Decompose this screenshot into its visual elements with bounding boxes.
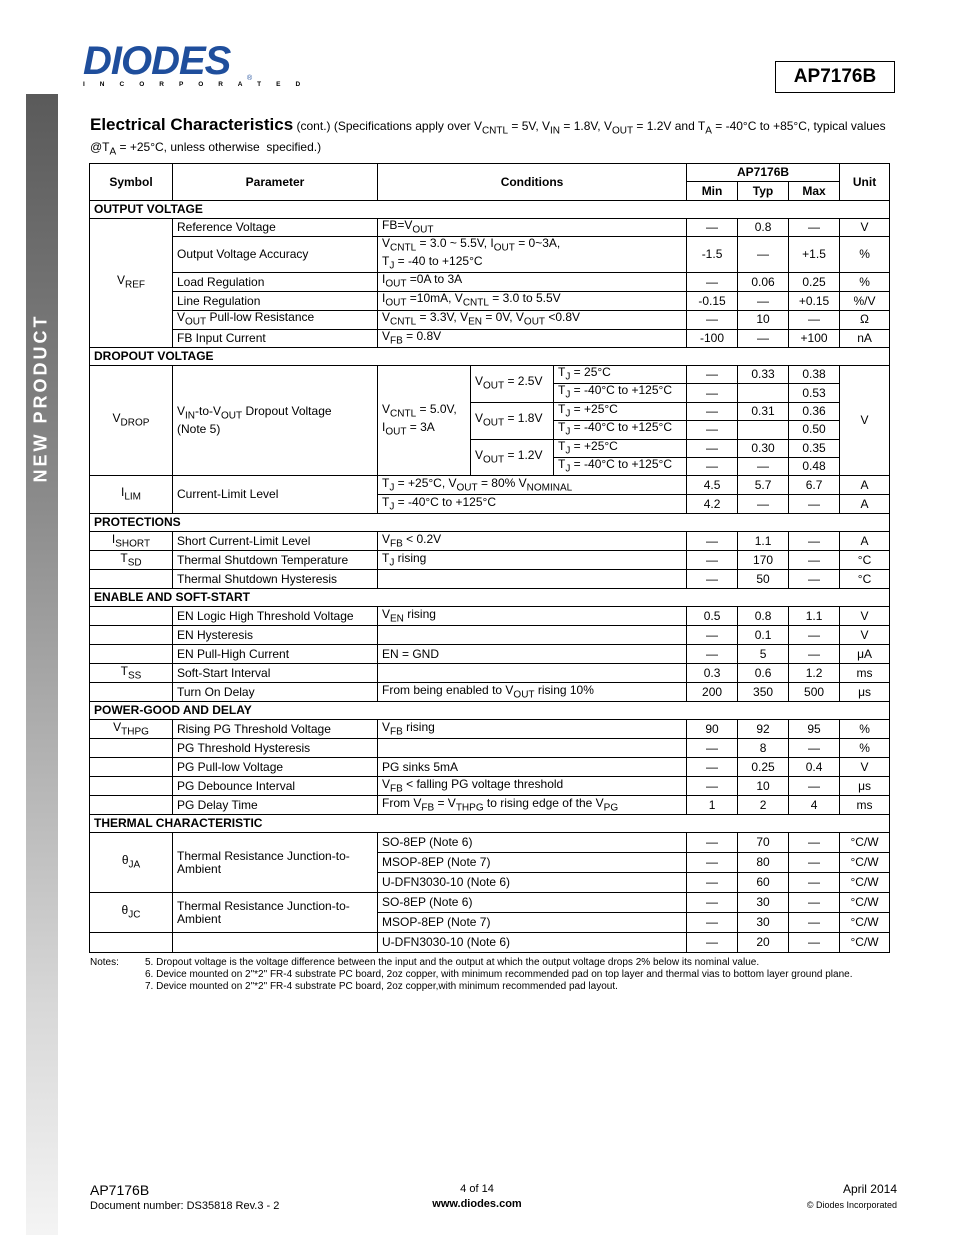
heading-title: Electrical Characteristics — [90, 115, 294, 134]
section-header: PROTECTIONS — [90, 514, 890, 532]
unit-cell: A — [840, 532, 890, 551]
table-row — [90, 551, 890, 570]
heading-spec: (Specifications apply over $V_{CNTL} = 5V$, $V_{IN} = 1.8V$, $V_{OUT} = 1.2V$ and $T_A = -40^\circ C$ to +85°C, typical values $@T_A = +25^\circ C$, unless otherwise specified.) — [90, 119, 886, 158]
min-cell: — — [687, 758, 738, 777]
min-cell: — — [687, 219, 738, 237]
symbol-cell — [90, 933, 173, 953]
min-cell: — — [687, 833, 738, 853]
footer-copyright: © Diodes Incorporated — [806, 1200, 897, 1210]
symbol-cell: $T_{SS}$ — [90, 664, 173, 683]
symbol-cell — [90, 607, 173, 626]
typ-cell: — — [738, 329, 789, 347]
table-row — [90, 777, 890, 796]
header-part-group: AP7176B — [687, 164, 840, 182]
min-cell: — — [687, 933, 738, 953]
symbol-cell — [90, 758, 173, 777]
min-cell: — — [687, 777, 738, 796]
min-cell: — — [687, 311, 738, 329]
symbol-cell: $V_{REF}$ — [90, 219, 173, 348]
max-cell: — — [789, 833, 840, 853]
typ-cell: 350 — [738, 683, 789, 702]
unit-cell: nA — [840, 329, 890, 347]
table-row — [90, 607, 890, 626]
section-row — [90, 347, 890, 365]
condition-cell — [378, 570, 687, 589]
table-row — [90, 273, 890, 292]
condition-cell: $T_J$ rising — [378, 551, 687, 570]
unit-cell: V — [840, 607, 890, 626]
typ-cell: 0.30 — [738, 439, 789, 457]
page-number: 4 of 14 — [460, 1183, 494, 1195]
header-row — [90, 164, 890, 182]
max-cell: — — [789, 219, 840, 237]
max-cell: 0.4 — [789, 758, 840, 777]
table-row — [90, 237, 890, 273]
max-cell: — — [789, 777, 840, 796]
min-cell: — — [687, 873, 738, 893]
max-cell: — — [789, 933, 840, 953]
condition-cell: $V_{FB} < 0.2V$ — [378, 532, 687, 551]
parameter-cell — [173, 933, 378, 953]
tj-condition-cell: $T_J = +25^\circ C$ — [554, 402, 687, 420]
parameter-cell: Thermal Shutdown Temperature — [173, 551, 378, 570]
condition-cell: SO-8EP (Note 6) — [378, 833, 687, 853]
typ-cell: 1.1 — [738, 532, 789, 551]
min-cell: — — [687, 739, 738, 758]
registered-mark: ® — [247, 75, 253, 82]
tj-condition-cell: $T_J = 25^\circ C$ — [554, 365, 687, 383]
unit-cell: ms — [840, 796, 890, 815]
min-cell: — — [687, 421, 738, 439]
table-row — [90, 292, 890, 311]
table-row — [90, 833, 890, 853]
typ-cell: 10 — [738, 311, 789, 329]
unit-cell: % — [840, 739, 890, 758]
electrical-characteristics-table — [89, 163, 890, 953]
table-row — [90, 311, 890, 329]
max-cell: 1.2 — [789, 664, 840, 683]
table-row — [90, 476, 890, 495]
symbol-cell — [90, 570, 173, 589]
max-cell: — — [789, 893, 840, 913]
logo-subtext: I N C O R P O R A T E D — [83, 81, 307, 88]
condition-cell: $V_{CNTL} = 3.0$ ~ 5.5V, $I_{OUT}$ = 0~3A, $T_J = -40$ to +125°C — [378, 237, 687, 273]
table-row — [90, 893, 890, 913]
parameter-cell: PG Pull-low Voltage — [173, 758, 378, 777]
unit-cell: μs — [840, 683, 890, 702]
parameter-cell: Turn On Delay — [173, 683, 378, 702]
parameter-cell: Current-Limit Level — [173, 476, 378, 514]
max-cell: — — [789, 551, 840, 570]
unit-cell: A — [840, 476, 890, 495]
symbol-cell: $\theta_{JA}$ — [90, 833, 173, 893]
symbol-cell: $V_{DROP}$ — [90, 365, 173, 475]
unit-cell: °C — [840, 551, 890, 570]
table-row — [90, 933, 890, 953]
symbol-cell — [90, 683, 173, 702]
typ-cell: 2 — [738, 796, 789, 815]
condition-cell: $T_J = -40^\circ C$ to +125°C — [378, 495, 687, 514]
unit-cell: μs — [840, 777, 890, 796]
typ-cell: 10 — [738, 777, 789, 796]
parameter-cell: PG Threshold Hysteresis — [173, 739, 378, 758]
max-cell: — — [789, 873, 840, 893]
condition-cell: PG sinks 5mA — [378, 758, 687, 777]
typ-cell: 30 — [738, 893, 789, 913]
symbol-cell — [90, 739, 173, 758]
tj-condition-cell: $T_J = -40^\circ C$ to +125°C — [554, 457, 687, 475]
unit-cell: °C/W — [840, 833, 890, 853]
unit-cell: % — [840, 273, 890, 292]
typ-cell: — — [738, 237, 789, 273]
symbol-cell: $I_{LIM}$ — [90, 476, 173, 514]
max-cell: +0.15 — [789, 292, 840, 311]
parameter-cell: PG Delay Time — [173, 796, 378, 815]
unit-cell: °C/W — [840, 873, 890, 893]
header-unit: Unit — [840, 164, 890, 201]
unit-cell: °C/W — [840, 913, 890, 933]
section-row — [90, 815, 890, 833]
typ-cell — [738, 384, 789, 402]
section-header: ENABLE AND SOFT-START — [90, 589, 890, 607]
footer-date: April 2014 — [842, 1182, 897, 1196]
condition-cell: $V_{FB}$ < falling PG voltage threshold — [378, 777, 687, 796]
max-cell: — — [789, 532, 840, 551]
typ-cell: 0.8 — [738, 607, 789, 626]
condition-cell — [378, 739, 687, 758]
unit-cell: °C/W — [840, 893, 890, 913]
header-symbol: Symbol — [90, 164, 173, 201]
condition-cell: From $V_{FB} = V_{THPG}$ to rising edge of the $V_{PG}$ — [378, 796, 687, 815]
vout-condition-cell: $V_{OUT} = 1.8V$ — [471, 402, 554, 439]
condition-cell: $I_{OUT} =0A$ to 3A — [378, 273, 687, 292]
typ-cell: 5 — [738, 645, 789, 664]
footer-document-number: Document number: DS35818 Rev.3 - 2 — [90, 1200, 280, 1212]
parameter-cell: Line Regulation — [173, 292, 378, 311]
max-cell: 0.35 — [789, 439, 840, 457]
min-cell: — — [687, 853, 738, 873]
unit-cell: °C/W — [840, 853, 890, 873]
condition-cell: SO-8EP (Note 6) — [378, 893, 687, 913]
notes-label: Notes: — [90, 957, 119, 968]
condition-cell — [378, 626, 687, 645]
table-row — [90, 645, 890, 664]
condition-cell: MSOP-8EP (Note 7) — [378, 913, 687, 933]
header-parameter: Parameter — [173, 164, 378, 201]
vout-condition-cell: $V_{OUT} = 2.5V$ — [471, 365, 554, 402]
min-cell: -100 — [687, 329, 738, 347]
min-cell: — — [687, 402, 738, 420]
max-cell: — — [789, 626, 840, 645]
max-cell: — — [789, 739, 840, 758]
section-row — [90, 702, 890, 720]
table-row — [90, 532, 890, 551]
typ-cell: 5.7 — [738, 476, 789, 495]
parameter-cell: Output Voltage Accuracy — [173, 237, 378, 273]
parameter-cell: Rising PG Threshold Voltage — [173, 720, 378, 739]
typ-cell: — — [738, 495, 789, 514]
max-cell: — — [789, 913, 840, 933]
unit-cell: % — [840, 237, 890, 273]
min-cell: 0.5 — [687, 607, 738, 626]
min-cell: — — [687, 913, 738, 933]
typ-cell: — — [738, 457, 789, 475]
table-row — [90, 758, 890, 777]
min-cell: — — [687, 439, 738, 457]
max-cell: 0.48 — [789, 457, 840, 475]
section-row — [90, 589, 890, 607]
condition-cell: $V_{FB}$ rising — [378, 720, 687, 739]
max-cell: — — [789, 495, 840, 514]
condition-cell: $V_{CNTL} = 3.3V$, $V_{EN} = 0V$, $V_{OUT} <0.8V$ — [378, 311, 687, 329]
min-cell: — — [687, 532, 738, 551]
header-typ: Typ — [738, 182, 789, 201]
min-cell: -0.15 — [687, 292, 738, 311]
unit-cell: ms — [840, 664, 890, 683]
parameter-cell: Thermal Shutdown Hysteresis — [173, 570, 378, 589]
table-row — [90, 796, 890, 815]
typ-cell: 80 — [738, 853, 789, 873]
unit-cell: V — [840, 758, 890, 777]
tj-condition-cell: $T_J = -40^\circ C$ to +125°C — [554, 421, 687, 439]
min-cell: 1 — [687, 796, 738, 815]
condition-cell: $V_{FB} = 0.8V$ — [378, 329, 687, 347]
parameter-cell: FB Input Current — [173, 329, 378, 347]
typ-cell: 8 — [738, 739, 789, 758]
parameter-cell: Thermal Resistance Junction-to-Ambient — [173, 833, 378, 893]
min-cell: — — [687, 457, 738, 475]
max-cell: +100 — [789, 329, 840, 347]
parameter-cell: PG Debounce Interval — [173, 777, 378, 796]
footer-right — [807, 1182, 897, 1210]
parameter-cell: Thermal Resistance Junction-to-Ambient — [173, 893, 378, 933]
header-min: Min — [687, 182, 738, 201]
section-header: DROPOUT VOLTAGE — [90, 347, 890, 365]
table-row — [90, 683, 890, 702]
vout-condition-cell: $V_{OUT} = 1.2V$ — [471, 439, 554, 476]
max-cell: 0.53 — [789, 384, 840, 402]
min-cell: 4.2 — [687, 495, 738, 514]
section-header: OUTPUT VOLTAGE — [90, 201, 890, 219]
typ-cell: 0.1 — [738, 626, 789, 645]
table-row — [90, 664, 890, 683]
typ-cell: 60 — [738, 873, 789, 893]
parameter-cell: EN Pull-High Current — [173, 645, 378, 664]
table-row — [90, 329, 890, 347]
condition-cell: $V_{CNTL} = 5.0V$, $I_{OUT} = 3A$ — [378, 365, 471, 475]
tj-condition-cell: $T_J = -40^\circ C$ to +125°C — [554, 384, 687, 402]
max-cell: — — [789, 570, 840, 589]
typ-cell: 0.25 — [738, 758, 789, 777]
max-cell: 0.36 — [789, 402, 840, 420]
min-cell: 200 — [687, 683, 738, 702]
unit-cell: Ω — [840, 311, 890, 329]
tj-condition-cell: $T_J = +25^\circ C$ — [554, 439, 687, 457]
note-item: 6. Device mounted on 2"*2" FR-4 substrate PC board, 2oz copper, with minimum recommended pad on top layer and thermal vias to bottom layer ground plane. — [145, 969, 853, 980]
symbol-cell: $I_{SHORT}$ — [90, 532, 173, 551]
typ-cell: 0.8 — [738, 219, 789, 237]
parameter-cell: Load Regulation — [173, 273, 378, 292]
min-cell: 90 — [687, 720, 738, 739]
symbol-cell — [90, 626, 173, 645]
max-cell: 95 — [789, 720, 840, 739]
max-cell: 0.25 — [789, 273, 840, 292]
section-row — [90, 201, 890, 219]
parameter-cell: $V_{OUT}$ Pull-low Resistance — [173, 311, 378, 329]
condition-cell — [378, 664, 687, 683]
table-row — [90, 570, 890, 589]
note-item: 7. Device mounted on 2"*2" FR-4 substrate PC board, 2oz copper,with minimum recommended pad layout. — [145, 981, 618, 992]
max-cell: 500 — [789, 683, 840, 702]
parameter-cell: Reference Voltage — [173, 219, 378, 237]
sidebar-label: NEW PRODUCT — [30, 313, 51, 483]
min-cell: — — [687, 570, 738, 589]
unit-cell: A — [840, 495, 890, 514]
condition-cell: MSOP-8EP (Note 7) — [378, 853, 687, 873]
unit-cell: V — [840, 219, 890, 237]
section-header: POWER-GOOD AND DELAY — [90, 702, 890, 720]
max-cell: +1.5 — [789, 237, 840, 273]
condition-cell: $T_J = +25^\circ C$, $V_{OUT} = 80\%$ $V_{NOMINAL}$ — [378, 476, 687, 495]
min-cell: 0.3 — [687, 664, 738, 683]
unit-cell: °C — [840, 570, 890, 589]
unit-cell: °C/W — [840, 933, 890, 953]
max-cell: — — [789, 645, 840, 664]
condition-cell: U-DFN3030-10 (Note 6) — [378, 873, 687, 893]
condition-cell: $FB=V_{OUT}$ — [378, 219, 687, 237]
condition-cell: EN = GND — [378, 645, 687, 664]
condition-cell: U-DFN3030-10 (Note 6) — [378, 933, 687, 953]
header-conditions: Conditions — [378, 164, 687, 201]
typ-cell: 0.33 — [738, 365, 789, 383]
unit-cell: V — [840, 626, 890, 645]
header-max: Max — [789, 182, 840, 201]
min-cell: — — [687, 384, 738, 402]
section-heading — [90, 117, 890, 161]
min-cell: — — [687, 365, 738, 383]
typ-cell: 50 — [738, 570, 789, 589]
typ-cell: 30 — [738, 913, 789, 933]
section-row — [90, 514, 890, 532]
min-cell: — — [687, 893, 738, 913]
max-cell: 0.38 — [789, 365, 840, 383]
min-cell: -1.5 — [687, 237, 738, 273]
symbol-cell — [90, 777, 173, 796]
max-cell: — — [789, 311, 840, 329]
typ-cell: — — [738, 292, 789, 311]
max-cell: 4 — [789, 796, 840, 815]
part-number-box: AP7176B — [775, 61, 895, 93]
max-cell: — — [789, 853, 840, 873]
typ-cell: 0.06 — [738, 273, 789, 292]
unit-cell: % — [840, 720, 890, 739]
section-header: THERMAL CHARACTERISTIC — [90, 815, 890, 833]
min-cell: — — [687, 551, 738, 570]
min-cell: — — [687, 645, 738, 664]
footer-part-number: AP7176B — [90, 1182, 150, 1198]
typ-cell — [738, 421, 789, 439]
logo-wordmark: DIODES — [83, 39, 231, 83]
typ-cell: 20 — [738, 933, 789, 953]
parameter-cell: EN Logic High Threshold Voltage — [173, 607, 378, 626]
parameter-cell: $V_{IN}-to-V_{OUT}$ Dropout Voltage (Note 5) — [173, 365, 378, 475]
symbol-cell: $\theta_{JC}$ — [90, 893, 173, 933]
table-row — [90, 365, 890, 383]
typ-cell: 92 — [738, 720, 789, 739]
note-item: 5. Dropout voltage is the voltage difference between the input and the output at which the output voltage drops 2% below its nominal value. — [145, 957, 760, 968]
typ-cell: 0.6 — [738, 664, 789, 683]
unit-cell: μA — [840, 645, 890, 664]
typ-cell: 170 — [738, 551, 789, 570]
typ-cell: 70 — [738, 833, 789, 853]
condition-cell: $I_{OUT} =10mA$, $V_{CNTL} = 3.0$ to 5.5V — [378, 292, 687, 311]
symbol-cell — [90, 796, 173, 815]
website-link[interactable]: www.diodes.com — [432, 1198, 522, 1210]
typ-cell: 0.31 — [738, 402, 789, 420]
unit-cell: V — [840, 365, 890, 475]
parameter-cell: Short Current-Limit Level — [173, 532, 378, 551]
table-row — [90, 626, 890, 645]
parameter-cell: Soft-Start Interval — [173, 664, 378, 683]
parameter-cell: EN Hysteresis — [173, 626, 378, 645]
table-row — [90, 739, 890, 758]
min-cell: — — [687, 626, 738, 645]
symbol-cell — [90, 645, 173, 664]
table-row — [90, 219, 890, 237]
max-cell: 0.50 — [789, 421, 840, 439]
symbol-cell: $V_{THPG}$ — [90, 720, 173, 739]
symbol-cell: $T_{SD}$ — [90, 551, 173, 570]
heading-cont: (cont.) — [296, 119, 331, 133]
min-cell: — — [687, 273, 738, 292]
diodes-logo — [83, 39, 307, 93]
table-row — [90, 720, 890, 739]
max-cell: 6.7 — [789, 476, 840, 495]
condition-cell: From being enabled to $V_{OUT}$ rising 10% — [378, 683, 687, 702]
max-cell: 1.1 — [789, 607, 840, 626]
condition-cell: $V_{EN}$ rising — [378, 607, 687, 626]
unit-cell: %/V — [840, 292, 890, 311]
min-cell: 4.5 — [687, 476, 738, 495]
sidebar-band — [26, 94, 58, 1235]
